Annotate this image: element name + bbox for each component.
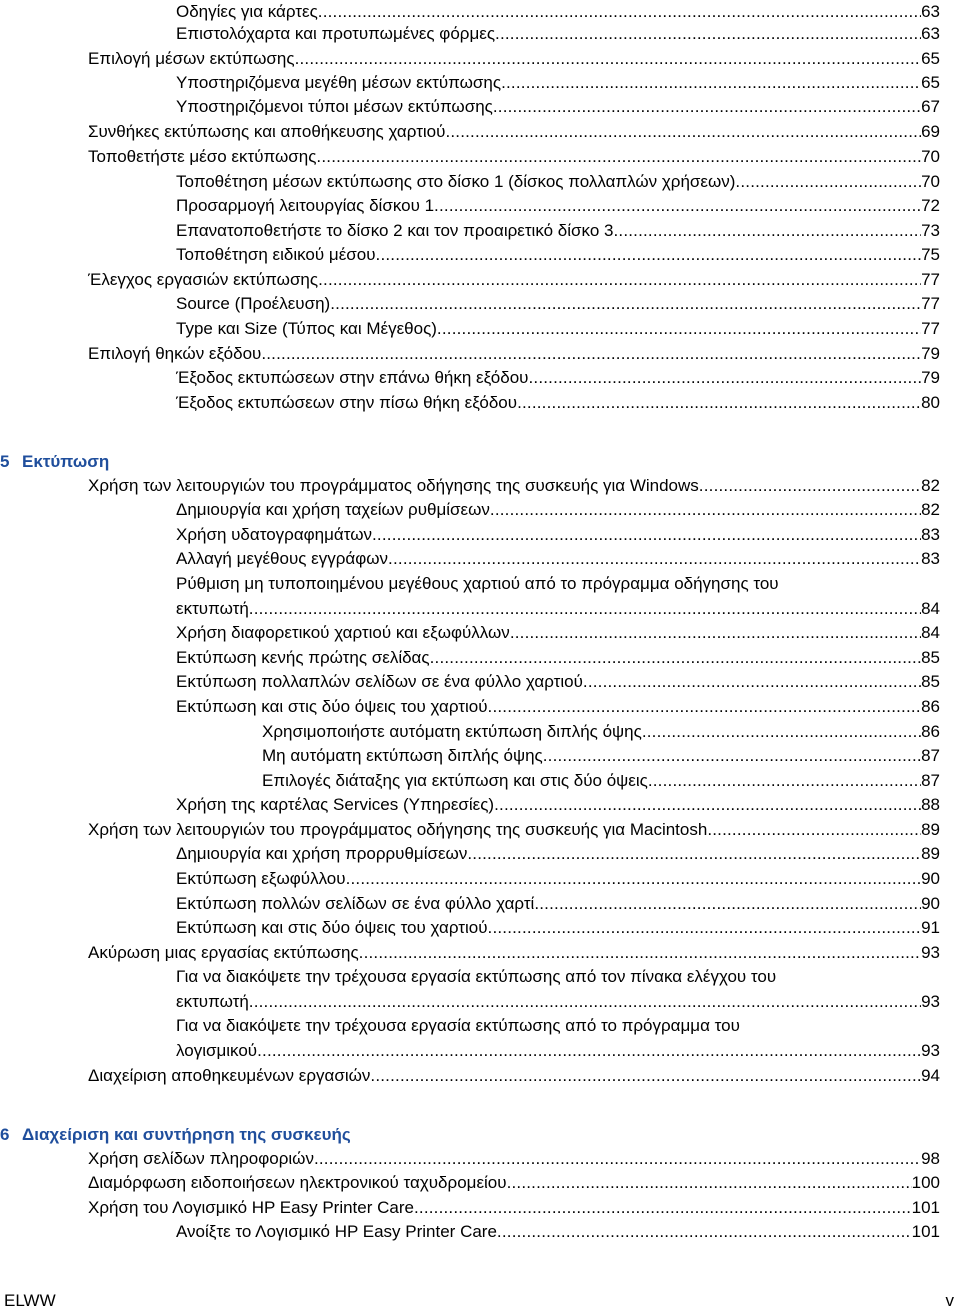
- dot-leader: [318, 268, 921, 292]
- dot-leader: [488, 916, 922, 940]
- entry-title: λογισμικού: [176, 1041, 258, 1060]
- dot-leader: [316, 145, 921, 169]
- chapter-number: 5: [0, 452, 10, 471]
- dot-leader: [510, 621, 921, 645]
- entry-title: Εκτύπωση κενής πρώτης σελίδας: [176, 648, 430, 667]
- entry-title: Χρησιμοποιήστε αυτόματη εκτύπωση διπλής όψης: [262, 722, 642, 741]
- page-number: 80: [921, 393, 940, 412]
- entry-title: Χρήση σελίδων πληροφοριών: [88, 1149, 314, 1168]
- page-number: 101: [911, 1198, 940, 1217]
- dot-leader: [490, 498, 921, 522]
- entry-title: Εκτύπωση πολλών σελίδων σε ένα φύλλο χαρτί: [176, 894, 535, 913]
- dot-leader: [388, 547, 921, 571]
- dot-leader: [493, 95, 921, 119]
- toc-entry[interactable]: [88, 818, 940, 842]
- page-number: 77: [921, 270, 940, 289]
- entry-title-first-line[interactable]: Για να διακόψετε την τρέχουσα εργασία εκτύπωσης από το πρόγραμμα του: [176, 1016, 740, 1035]
- toc-entry[interactable]: [88, 941, 940, 965]
- entry-title: Συνθήκες εκτύπωσης και αποθήκευσης χαρτιού: [88, 122, 446, 141]
- entry-title: Αλλαγή μεγέθους εγγράφων: [176, 549, 389, 568]
- toc-entry[interactable]: [88, 268, 940, 292]
- dot-leader: [346, 867, 922, 891]
- page-number: 87: [921, 771, 940, 790]
- chapter-title: Διαχείριση και συντήρηση της συσκευής: [22, 1125, 351, 1144]
- dot-leader: [467, 842, 921, 866]
- page-number: 84: [921, 623, 940, 642]
- entry-title: Έξοδος εκτυπώσεων στην πίσω θήκη εξόδου: [176, 393, 518, 412]
- toc-entry[interactable]: [88, 1196, 940, 1220]
- toc-entry[interactable]: [176, 867, 940, 891]
- entry-title: Οδηγίες για κάρτες: [176, 2, 318, 21]
- dot-leader: [330, 292, 921, 316]
- page-number: 73: [921, 221, 940, 240]
- toc-entry[interactable]: [88, 47, 940, 71]
- entry-title: Έλεγχος εργασιών εκτύπωσης: [88, 270, 319, 289]
- toc-entry[interactable]: [88, 120, 940, 144]
- toc-entry[interactable]: [262, 744, 940, 768]
- entry-title: Χρήση διαφορετικού χαρτιού και εξωφύλλων: [176, 623, 510, 642]
- dot-leader: [534, 892, 921, 916]
- entry-title: Τοποθετήστε μέσο εκτύπωσης: [88, 147, 317, 166]
- entry-title: Ακύρωση μιας εργασίας εκτύπωσης: [88, 943, 359, 962]
- page-number: 85: [921, 648, 940, 667]
- entry-title: Διαχείριση αποθηκευμένων εργασιών: [88, 1066, 371, 1085]
- dot-leader: [497, 1220, 912, 1244]
- dot-leader: [437, 317, 921, 341]
- toc-entry[interactable]: [176, 695, 940, 719]
- dot-leader: [495, 22, 921, 46]
- entry-title: Επιλογή μέσων εκτύπωσης: [88, 49, 295, 68]
- dot-leader: [314, 1147, 921, 1171]
- page-number: 94: [921, 1066, 940, 1085]
- dot-leader: [430, 646, 921, 670]
- page-number: 82: [921, 500, 940, 519]
- page-number: 63: [921, 2, 940, 21]
- toc-entry[interactable]: [176, 95, 940, 119]
- dot-leader: [488, 695, 922, 719]
- entry-title: Type και Size (Τύπος και Μέγεθος): [176, 319, 437, 338]
- dot-leader: [528, 366, 921, 390]
- page-number: 93: [921, 943, 940, 962]
- dot-leader: [583, 670, 921, 694]
- page-number: 72: [921, 196, 940, 215]
- entry-title: Μη αυτόματη εκτύπωση διπλής όψης: [262, 746, 543, 765]
- toc-entry[interactable]: [88, 145, 940, 169]
- chapter-heading[interactable]: [0, 449, 109, 475]
- toc-entry[interactable]: [176, 170, 940, 194]
- toc-entry[interactable]: [176, 523, 940, 547]
- page-number: 85: [921, 672, 940, 691]
- dot-leader: [261, 342, 921, 366]
- page-number: 100: [911, 1173, 940, 1192]
- page-number: 87: [921, 746, 940, 765]
- page-number: 69: [921, 122, 940, 141]
- toc-entry[interactable]: [176, 0, 940, 24]
- page-number: 89: [921, 844, 940, 863]
- entry-title: Χρήση των λειτουργιών του προγράμματος οδήγησης της συσκευής για Macintosh: [88, 820, 708, 839]
- entry-title-first-line[interactable]: Ρύθμιση μη τυποποιημένου μεγέθους χαρτιού από το πρόγραμμα οδήγησης του: [176, 574, 779, 593]
- entry-title: Εκτύπωση και στις δύο όψεις του χαρτιού: [176, 918, 488, 937]
- dot-leader: [257, 1039, 921, 1063]
- dot-leader: [642, 720, 921, 744]
- dot-leader: [372, 523, 921, 547]
- toc-entry[interactable]: [176, 892, 940, 916]
- chapter-title: Εκτύπωση: [22, 452, 110, 471]
- footer-page-number: v: [945, 1291, 954, 1310]
- toc-entry[interactable]: [176, 1039, 940, 1063]
- toc-entry[interactable]: [176, 793, 940, 817]
- toc-entry[interactable]: [176, 317, 940, 341]
- toc-entry[interactable]: [88, 1064, 940, 1088]
- page-number: 101: [911, 1222, 940, 1241]
- entry-title: Εκτύπωση και στις δύο όψεις του χαρτιού: [176, 697, 488, 716]
- toc-entry[interactable]: [88, 342, 940, 366]
- dot-leader: [318, 0, 921, 24]
- entry-title: Επιστολόχαρτα και προτυπωμένες φόρμες: [176, 24, 496, 43]
- page-number: 65: [921, 73, 940, 92]
- dot-leader: [494, 793, 921, 817]
- page-number: 83: [921, 525, 940, 544]
- toc-entry[interactable]: [262, 769, 940, 793]
- toc-entry[interactable]: [176, 292, 940, 316]
- dot-leader: [543, 744, 921, 768]
- entry-title: Τοποθέτηση ειδικού μέσου: [176, 245, 376, 264]
- entry-title: Υποστηριζόμενα μεγέθη μέσων εκτύπωσης: [176, 73, 502, 92]
- toc-entry[interactable]: [176, 71, 940, 95]
- dot-leader: [249, 990, 921, 1014]
- dot-leader: [445, 120, 921, 144]
- dot-leader: [507, 1171, 912, 1195]
- toc-entry[interactable]: [176, 990, 940, 1014]
- entry-title: Τοποθέτηση μέσων εκτύπωσης στο δίσκο 1 (δίσκος πολλαπλών χρήσεων): [176, 172, 736, 191]
- footer-doc-code: ELWW: [4, 1291, 56, 1310]
- dot-leader: [370, 1064, 921, 1088]
- page-number: 65: [921, 49, 940, 68]
- page-number: 91: [921, 918, 940, 937]
- toc-entry[interactable]: [88, 474, 940, 498]
- page-number: 70: [921, 147, 940, 166]
- entry-title: Ανοίξτε το Λογισμικό HP Easy Printer Care: [176, 1222, 497, 1241]
- entry-title: Επιλογές διάταξης για εκτύπωση και στις δύο όψεις: [262, 771, 648, 790]
- entry-title: Χρήση του Λογισμικό HP Easy Printer Care: [88, 1198, 414, 1217]
- entry-title: Εκτύπωση εξωφύλλου: [176, 869, 346, 888]
- dot-leader: [434, 194, 921, 218]
- dot-leader: [648, 769, 921, 793]
- page-number: 90: [921, 869, 940, 888]
- chapter-number: 6: [0, 1125, 10, 1144]
- toc-entry[interactable]: [176, 547, 940, 571]
- toc-entry[interactable]: [176, 22, 940, 46]
- page-number: 90: [921, 894, 940, 913]
- page-number: 70: [921, 172, 940, 191]
- dot-leader: [295, 47, 922, 71]
- entry-title: Υποστηριζόμενοι τύποι μέσων εκτύπωσης: [176, 97, 493, 116]
- page-number: 75: [921, 245, 940, 264]
- entry-title: Επανατοποθετήστε το δίσκο 2 και τον προαιρετικό δίσκο 3: [176, 221, 614, 240]
- dot-leader: [376, 243, 922, 267]
- toc-entry[interactable]: [176, 498, 940, 522]
- chapter-heading[interactable]: [0, 1122, 351, 1148]
- page-number: 93: [921, 992, 940, 1011]
- dot-leader: [613, 219, 921, 243]
- entry-title: εκτυπωτή: [176, 599, 249, 618]
- toc-entry[interactable]: [88, 1171, 940, 1195]
- entry-title: Έξοδος εκτυπώσεων στην επάνω θήκη εξόδου: [176, 368, 529, 387]
- entry-title: Εκτύπωση πολλαπλών σελίδων σε ένα φύλλο χαρτιού: [176, 672, 583, 691]
- entry-title: Source (Προέλευση): [176, 294, 331, 313]
- toc-entry[interactable]: [176, 366, 940, 390]
- toc-entry[interactable]: [176, 391, 940, 415]
- dot-leader: [735, 170, 921, 194]
- entry-title: Χρήση της καρτέλας Services (Υπηρεσίες): [176, 795, 495, 814]
- dot-leader: [414, 1196, 912, 1220]
- page-number: 77: [921, 294, 940, 313]
- entry-title: εκτυπωτή: [176, 992, 249, 1011]
- entry-title: Επιλογή θηκών εξόδου: [88, 344, 262, 363]
- toc-entry[interactable]: [176, 916, 940, 940]
- entry-title: Διαμόρφωση ειδοποιήσεων ηλεκτρονικού ταχυδρομείου: [88, 1173, 507, 1192]
- entry-title: Χρήση των λειτουργιών του προγράμματος οδήγησης της συσκευής για Windows: [88, 476, 699, 495]
- toc-entry[interactable]: [262, 720, 940, 744]
- page-number: 86: [921, 697, 940, 716]
- dot-leader: [517, 391, 921, 415]
- dot-leader: [699, 474, 921, 498]
- page-number: 86: [921, 722, 940, 741]
- page-number: 83: [921, 549, 940, 568]
- page-number: 77: [921, 319, 940, 338]
- page-number: 88: [921, 795, 940, 814]
- page-number: 82: [921, 476, 940, 495]
- toc-entry[interactable]: [176, 597, 940, 621]
- page-number: 67: [921, 97, 940, 116]
- page-number: 79: [921, 368, 940, 387]
- toc-entry[interactable]: [176, 243, 940, 267]
- toc-entry[interactable]: [176, 194, 940, 218]
- page-number: 89: [921, 820, 940, 839]
- dot-leader: [249, 597, 921, 621]
- toc-entry[interactable]: [176, 646, 940, 670]
- toc-entry[interactable]: [176, 842, 940, 866]
- toc-entry[interactable]: [176, 670, 940, 694]
- page-number: 98: [921, 1149, 940, 1168]
- toc-entry[interactable]: [88, 1147, 940, 1171]
- page-number: 63: [921, 24, 940, 43]
- toc-entry[interactable]: [176, 1220, 940, 1244]
- dot-leader: [501, 71, 921, 95]
- entry-title: Χρήση υδατογραφημάτων: [176, 525, 372, 544]
- dot-leader: [707, 818, 921, 842]
- toc-entry[interactable]: [176, 621, 940, 645]
- entry-title: Προσαρμογή λειτουργίας δίσκου 1: [176, 196, 435, 215]
- page-number: 84: [921, 599, 940, 618]
- entry-title: Δημιουργία και χρήση προρρυθμίσεων: [176, 844, 468, 863]
- dot-leader: [359, 941, 921, 965]
- entry-title: Δημιουργία και χρήση ταχείων ρυθμίσεων: [176, 500, 490, 519]
- toc-entry[interactable]: [176, 219, 940, 243]
- page-number: 79: [921, 344, 940, 363]
- page-number: 93: [921, 1041, 940, 1060]
- entry-title-first-line[interactable]: Για να διακόψετε την τρέχουσα εργασία εκτύπωσης από τον πίνακα ελέγχου του: [176, 967, 777, 986]
